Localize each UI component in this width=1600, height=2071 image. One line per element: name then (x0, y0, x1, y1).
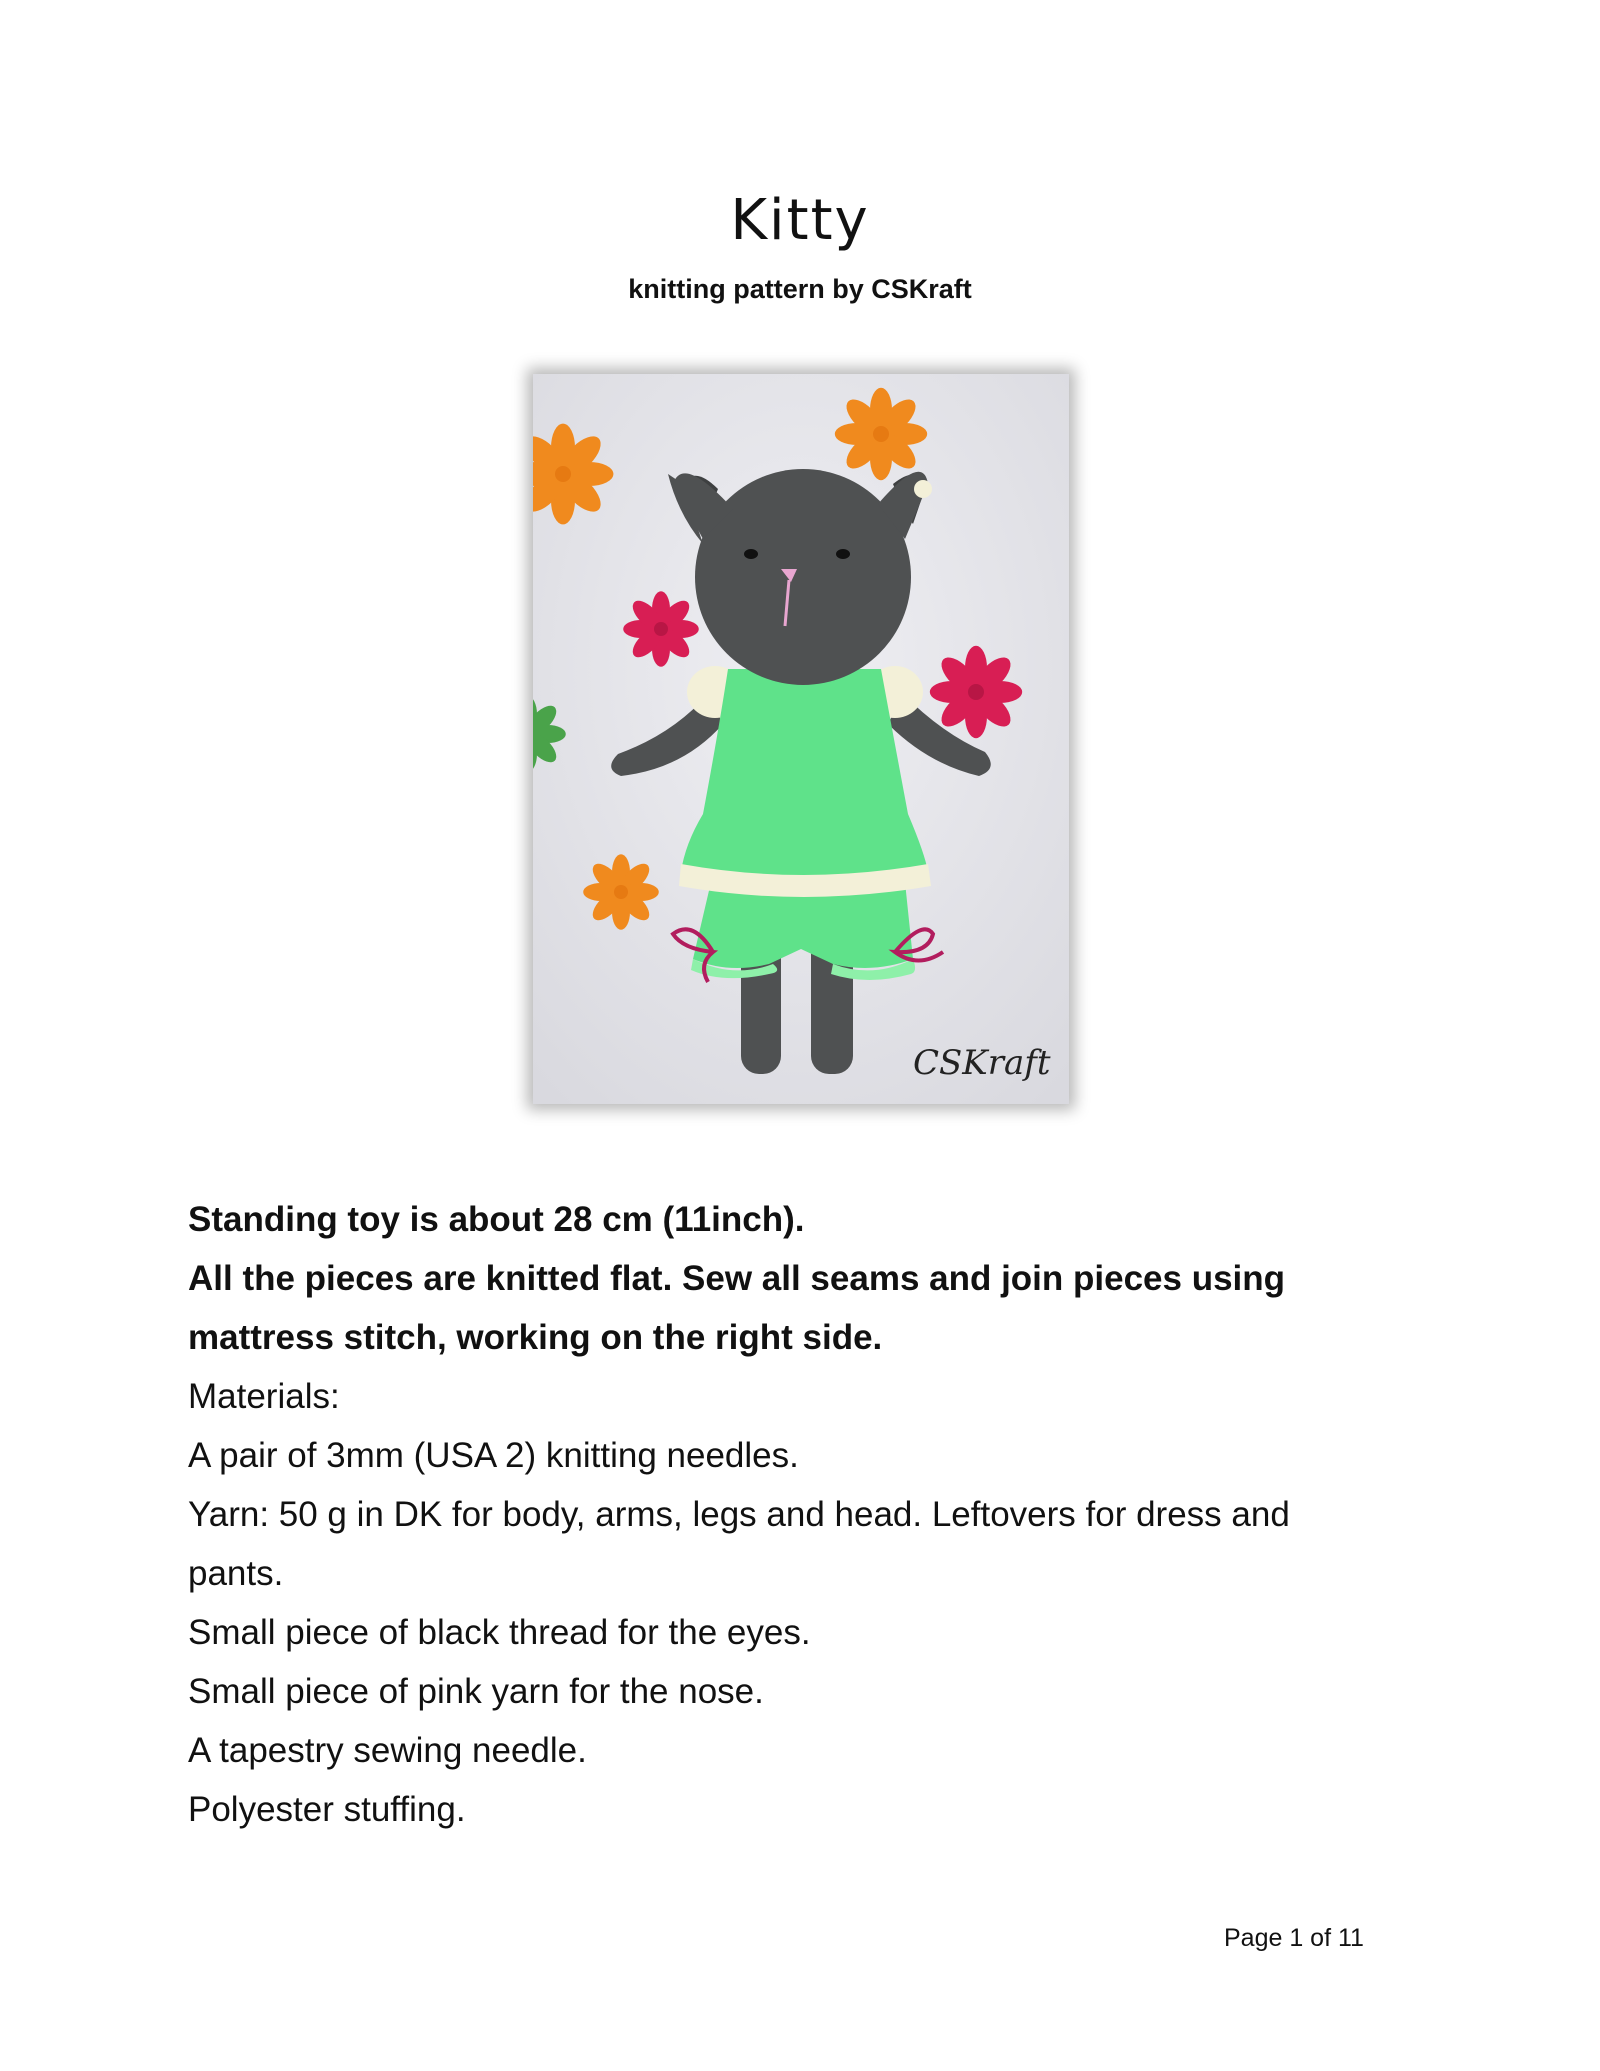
page-footer: Page 1 of 11 (1224, 1924, 1364, 1952)
document-subtitle: knitting pattern by CSKraft (628, 274, 972, 304)
document-body (188, 1190, 1428, 1839)
orange-flower-icon (835, 388, 927, 480)
magenta-flower-icon (930, 646, 1022, 738)
body-line: Small piece of black thread for the eyes. (188, 1613, 811, 1652)
body-line: A tapestry sewing needle. (188, 1731, 587, 1770)
body-line: mattress stitch, working on the right side. (188, 1318, 883, 1357)
orange-flower-icon (583, 854, 659, 930)
body-line: Small piece of pink yarn for the nose. (188, 1672, 764, 1711)
magenta-flower-icon (623, 591, 699, 667)
toy-photo (533, 374, 1069, 1104)
body-line: Yarn: 50 g in DK for body, arms, legs and head. Leftovers for dress and (188, 1495, 1290, 1534)
body-line: A pair of 3mm (USA 2) knitting needles. (188, 1436, 799, 1475)
body-line: Standing toy is about 28 cm (11inch). (188, 1200, 805, 1239)
body-line: Polyester stuffing. (188, 1790, 466, 1829)
document-title: Kitty (730, 188, 870, 253)
body-line: Materials: (188, 1377, 340, 1416)
photo-watermark: CSKraft (913, 1043, 1051, 1083)
body-line: All the pieces are knitted flat. Sew all seams and join pieces using (188, 1259, 1286, 1298)
body-line: pants. (188, 1554, 284, 1593)
